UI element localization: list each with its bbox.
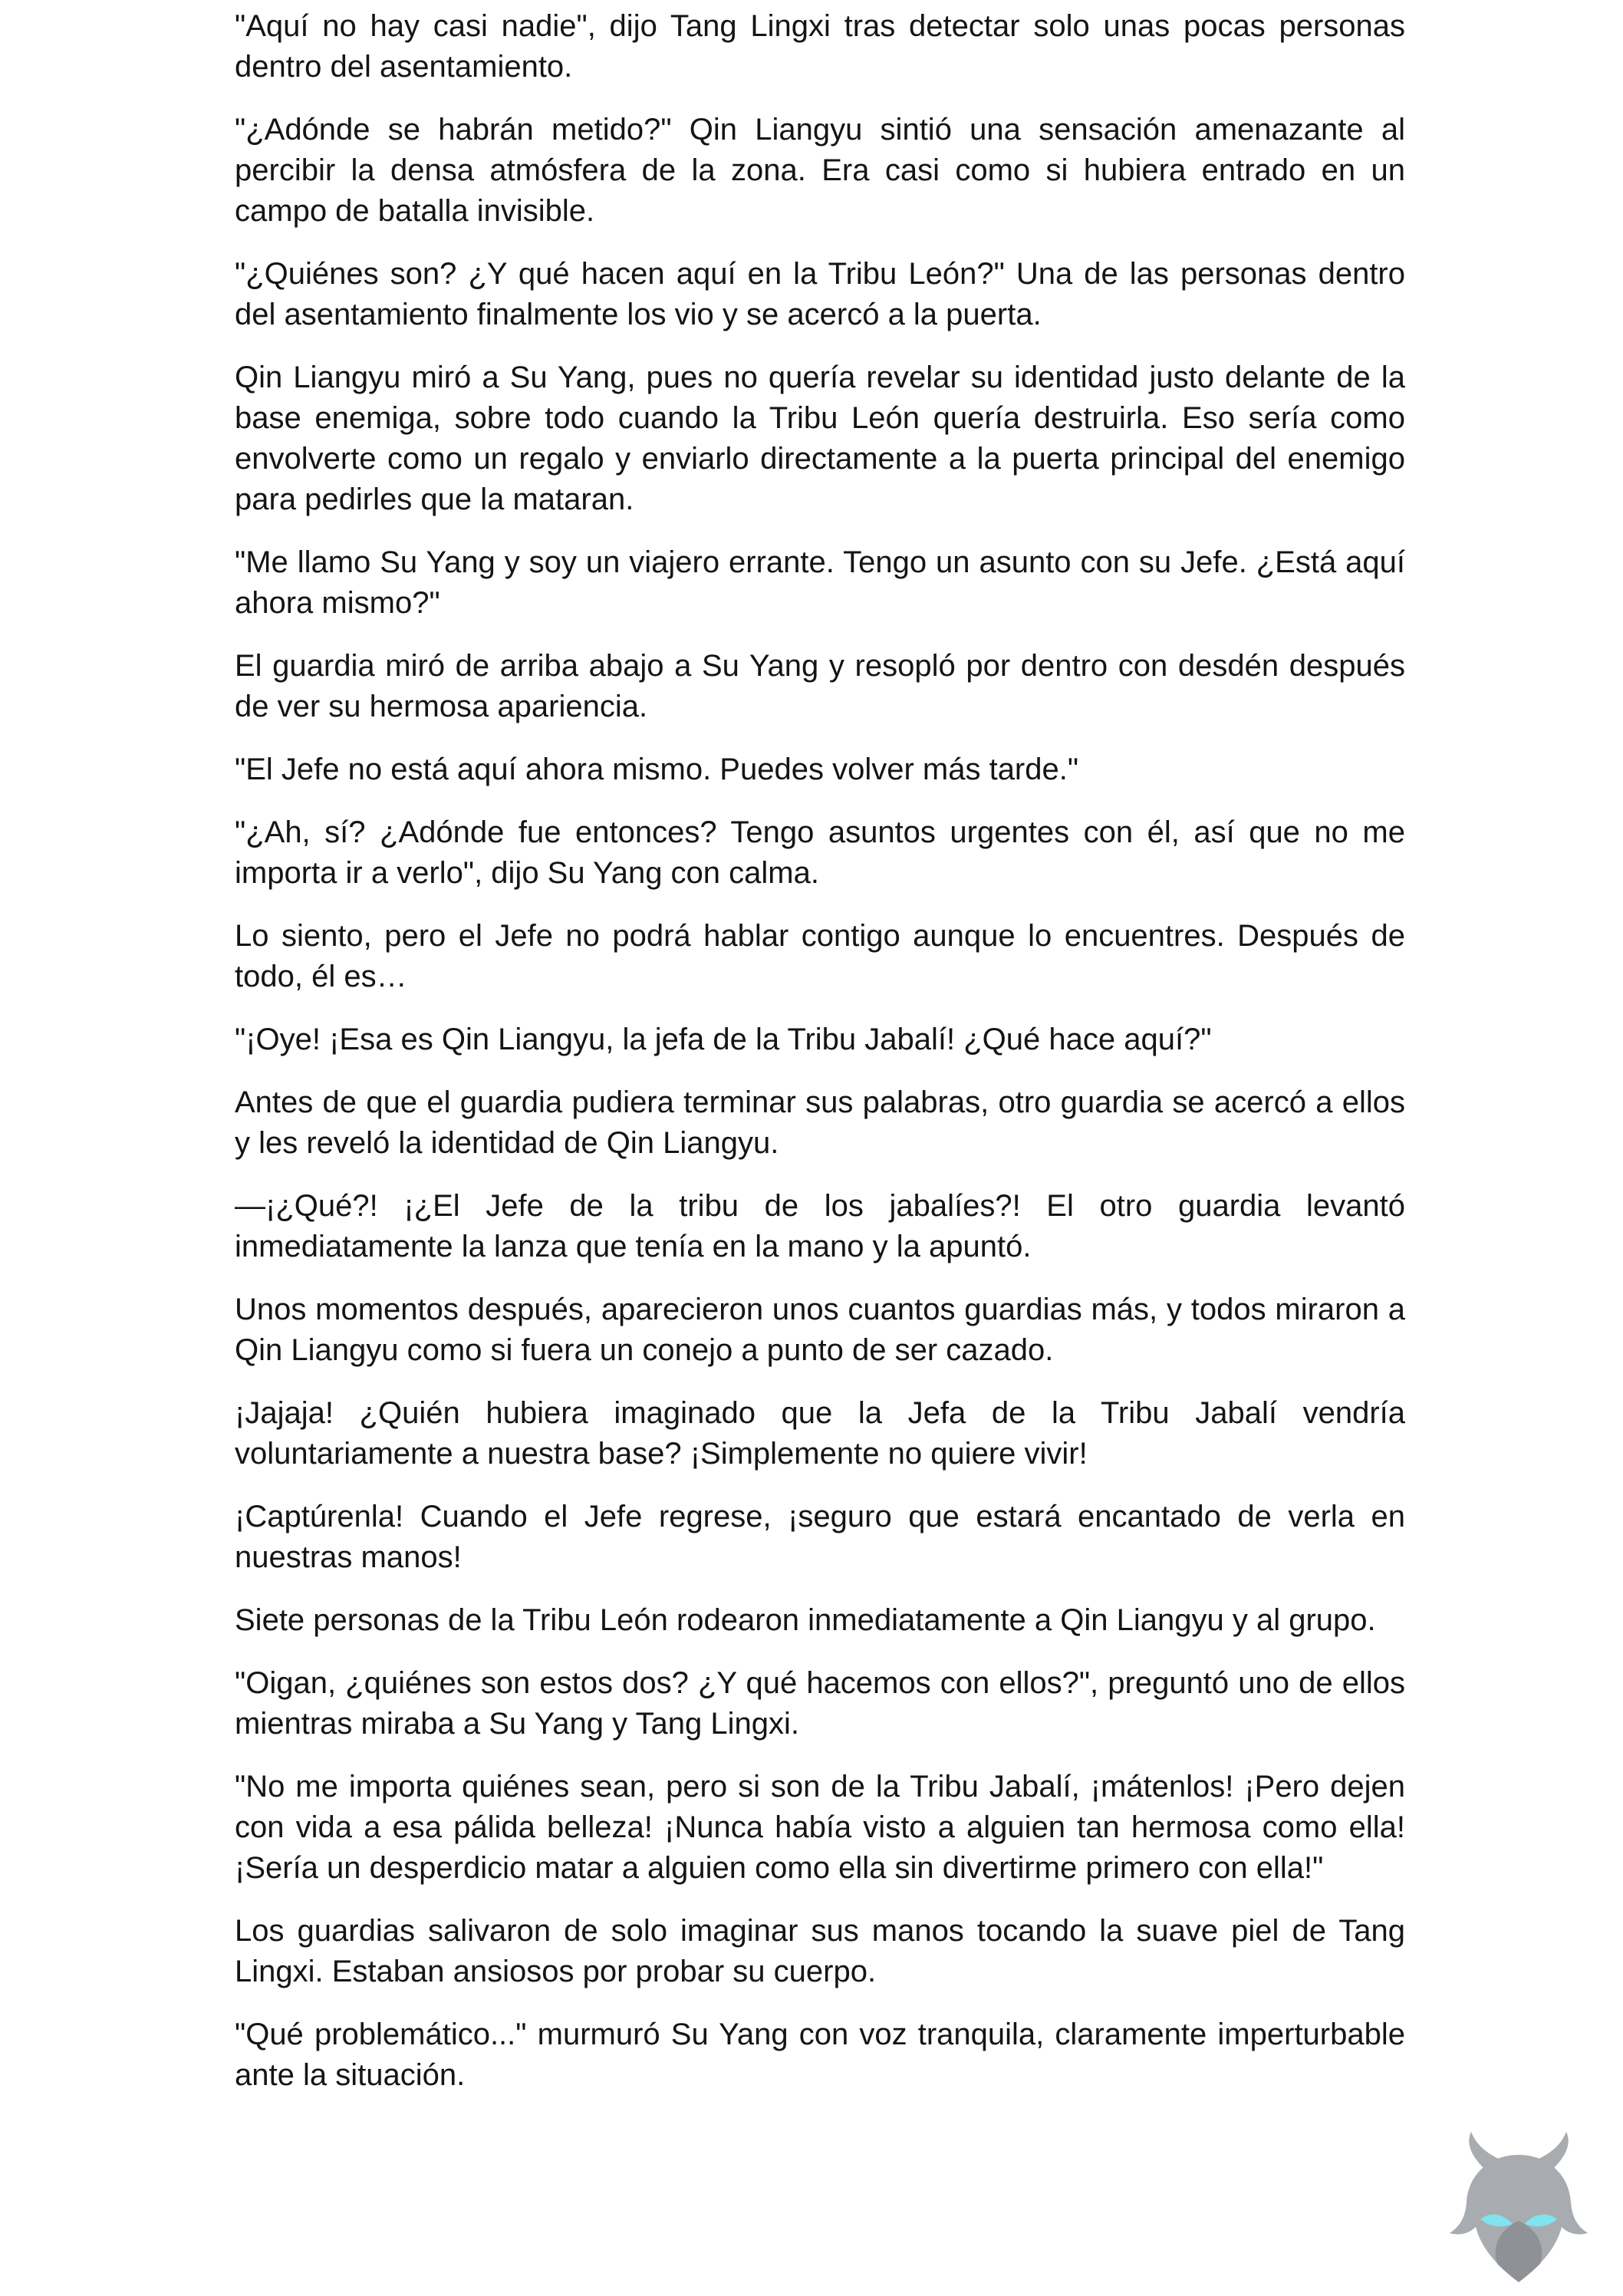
paragraph: Qin Liangyu miró a Su Yang, pues no quería revelar su identidad justo delante de la base enemiga, sobre todo cuando la Tribu León quería destruirla. Eso sería como envolverte como un regalo y enviarlo directamente a la puerta principal del enemigo para pedirles que la mataran. — [235, 361, 1405, 516]
paragraph: "Qué problemático..." murmuró Su Yang con voz tranquila, claramente imperturbable ante la situación. — [235, 2018, 1405, 2092]
paragraph: Los guardias salivaron de solo imaginar sus manos tocando la suave piel de Tang Lingxi. Estaban ansiosos por probar su cuerpo. — [235, 1914, 1405, 1988]
paragraph: ¡Jajaja! ¿Quién hubiera imaginado que la Jefa de la Tribu Jabalí vendría voluntariamente a nuestra base? ¡Simplemente no quiere vivir! — [235, 1396, 1405, 1471]
paragraph: Siete personas de la Tribu León rodearon inmediatamente a Qin Liangyu y al grupo. — [235, 1603, 1376, 1637]
paragraph: "Aquí no hay casi nadie", dijo Tang Lingxi tras detectar solo unas pocas personas dentro del asentamiento. — [235, 9, 1405, 84]
demon-head-logo-icon — [1442, 2129, 1595, 2286]
paragraph: Unos momentos después, aparecieron unos cuantos guardias más, y todos miraron a Qin Liangyu como si fuera un conejo a punto de ser cazado. — [235, 1293, 1405, 1367]
paragraph: "No me importa quiénes sean, pero si son de la Tribu Jabalí, ¡mátenlos! ¡Pero dejen con vida a esa pálida belleza! ¡Nunca había visto a alguien tan hermosa como ella! ¡Sería un desperdicio matar a alguien como ella sin divertirme primero con ella!" — [235, 1770, 1405, 1885]
paragraph: Lo siento, pero el Jefe no podrá hablar contigo aunque lo encuentres. Después de todo, él es… — [235, 919, 1405, 993]
paragraph: "El Jefe no está aquí ahora mismo. Puedes volver más tarde." — [235, 753, 1079, 786]
paragraph: "¡Oye! ¡Esa es Qin Liangyu, la jefa de la Tribu Jabalí! ¿Qué hace aquí?" — [235, 1023, 1212, 1056]
paragraph: "¿Adónde se habrán metido?" Qin Liangyu sintió una sensación amenazante al percibir la densa atmósfera de la zona. Era casi como si hubiera entrado en un campo de batalla invisible. — [235, 113, 1405, 228]
paragraph: —¡¿Qué?! ¡¿El Jefe de la tribu de los jabalíes?! El otro guardia levantó inmediatamente la lanza que tenía en la mano y la apuntó. — [235, 1189, 1405, 1263]
paragraph: El guardia miró de arriba abajo a Su Yang y resopló por dentro con desdén después de ver su hermosa apariencia. — [235, 649, 1405, 723]
paragraph: "Oigan, ¿quiénes son estos dos? ¿Y qué hacemos con ellos?", preguntó uno de ellos mientras miraba a Su Yang y Tang Lingxi. — [235, 1666, 1405, 1741]
paragraph: ¡Captúrenla! Cuando el Jefe regrese, ¡seguro que estará encantado de verla en nuestras manos! — [235, 1500, 1405, 1574]
paragraph: "¿Quiénes son? ¿Y qué hacen aquí en la Tribu León?" Una de las personas dentro del asentamiento finalmente los vio y se acercó a la puerta. — [235, 257, 1405, 331]
paragraph: "¿Ah, sí? ¿Adónde fue entonces? Tengo asuntos urgentes con él, así que no me importa ir a verlo", dijo Su Yang con calma. — [235, 815, 1405, 890]
paragraph: "Me llamo Su Yang y soy un viajero errante. Tengo un asunto con su Jefe. ¿Está aquí ahora mismo?" — [235, 545, 1405, 620]
paragraph: Antes de que el guardia pudiera terminar sus palabras, otro guardia se acercó a ellos y les reveló la identidad de Qin Liangyu. — [235, 1085, 1405, 1160]
document-body — [235, 6, 1405, 2096]
